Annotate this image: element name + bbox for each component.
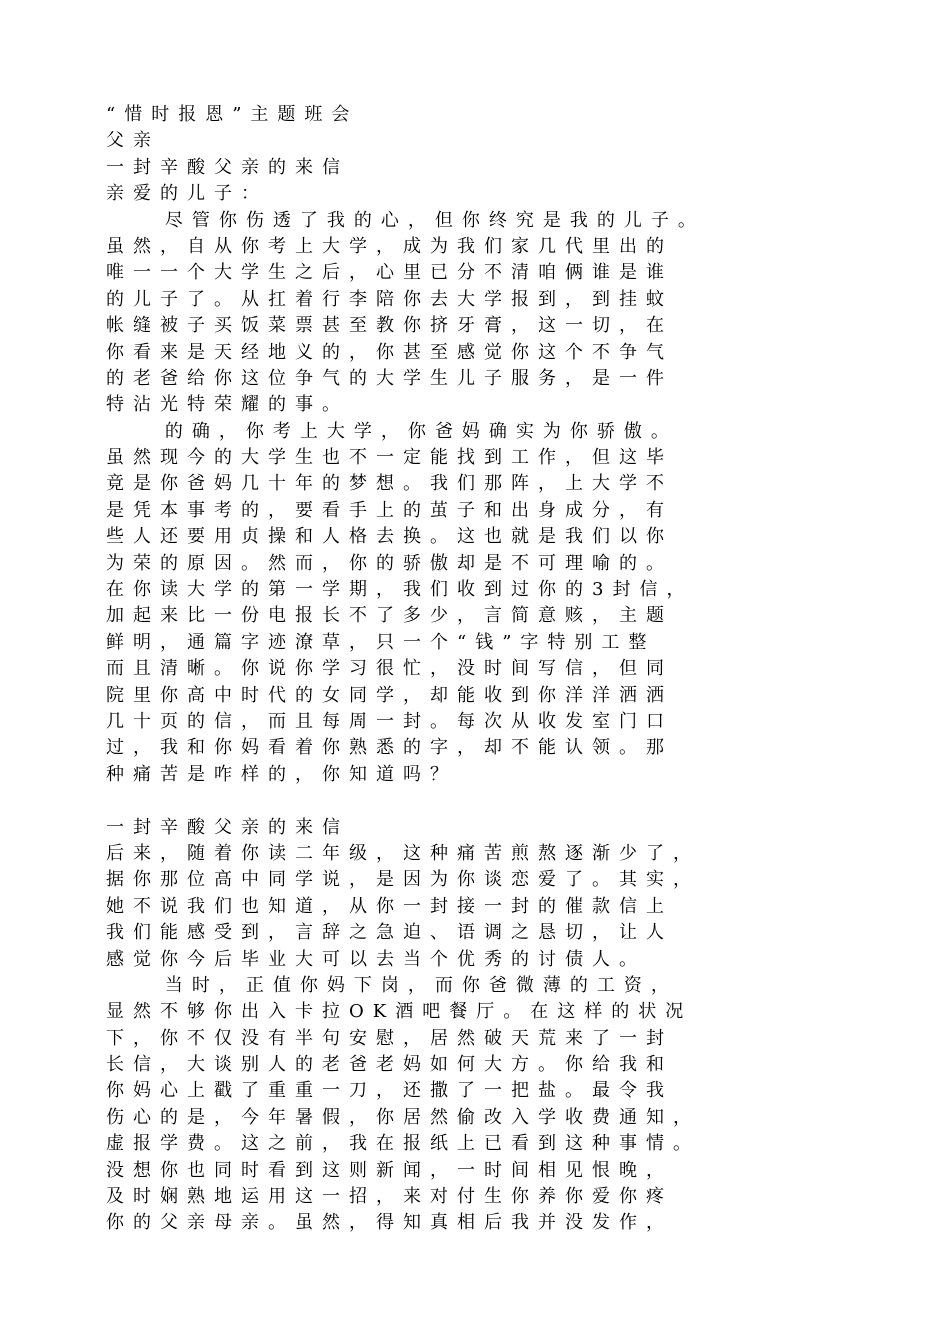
text-line: 唯一一个大学生之后，心里已分不清咱俩谁是谁 [106,262,673,284]
text-line: 加起来比一份电报长不了多少，言简意赅，主题 [106,605,673,627]
text-line: 特沾光特荣耀的事。 [106,394,349,416]
text-line: 父亲 [106,130,160,152]
text-line: 尽管你伤透了我的心，但你终究是我的儿子。 [106,209,705,231]
text-line: 显然不够你出入卡拉OK酒吧餐厅。在这样的状况 [106,1001,693,1023]
text-line: 些人还要用贞操和人格去换。这也就是我们以你 [106,526,673,548]
text-line: 下，你不仅没有半句安慰，居然破天荒来了一封 [106,1027,673,1049]
document-page [106,102,866,1237]
text-line [106,788,866,814]
text-line: 没想你也同时看到这则新闻，一时间相见恨晚， [106,1159,673,1181]
text-line: 为荣的原因。然而，你的骄傲却是不可理喻的。 [106,552,673,574]
text-line: 据你那位高中同学说，是因为你谈恋爱了。其实， [106,869,700,891]
text-line: 是凭本事考的，要看手上的茧子和出身成分，有 [106,499,673,521]
text-line: 竟是你爸妈几十年的梦想。我们那阵，上大学不 [106,473,673,495]
text-line: 她不说我们也知道，从你一封接一封的催款信上 [106,895,673,917]
text-line: 帐缝被子买饭菜票甚至教你挤牙膏，这一切，在 [106,315,673,337]
text-line: 长信，大谈别人的老爸老妈如何大方。你给我和 [106,1054,673,1076]
text-line: 我们能感受到，言辞之急迫、语调之恳切，让人 [106,922,673,944]
text-line: 感觉你今后毕业大可以去当个优秀的讨债人。 [106,948,646,970]
text-line: 虚报学费。这之前，我在报纸上已看到这种事情。 [106,1133,700,1155]
text-line: 虽然，自从你考上大学，成为我们家几代里出的 [106,235,673,257]
text-line: 一封辛酸父亲的来信 [106,816,349,838]
text-line: 过，我和你妈看着你熟悉的字，却不能认领。那 [106,737,673,759]
text-line: 你看来是天经地义的，你甚至感觉你这个不争气 [106,341,673,363]
text-line: 而且清晰。你说你学习很忙，没时间写信，但同 [106,658,673,680]
text-line: 的老爸给你这位争气的大学生儿子服务，是一件 [106,367,673,389]
document-title: “惜时报恩”主题班会 [106,104,359,125]
text-line: 种痛苦是咋样的，你知道吗？ [106,763,457,785]
text-line: 及时娴熟地运用这一招，来对付生你养你爱你疼 [106,1186,673,1208]
text-line: 你妈心上戳了重重一刀，还撒了一把盐。最令我 [106,1080,673,1102]
text-line: 的儿子了。从扛着行李陪你去大学报到，到挂蚊 [106,288,673,310]
text-line: 几十页的信，而且每周一封。每次从收发室门口 [106,710,673,732]
text-line: 当时，正值你妈下岗，而你爸微薄的工资， [106,974,678,996]
text-line: 一封辛酸父亲的来信 [106,156,349,178]
text-line: 亲爱的儿子： [106,183,268,205]
text-line: 在你读大学的第一学期，我们收到过你的3封信， [106,579,694,601]
text-line: 你的父亲母亲。虽然，得知真相后我并没发作， [106,1212,673,1234]
text-line: 鲜明，通篇字迹潦草，只一个“钱”字特别工整 [106,631,656,653]
text-line: 伤心的是，今年暑假，你居然偷改入学收费通知， [106,1106,700,1128]
text-line: 的确，你考上大学，你爸妈确实为你骄傲。 [106,420,678,442]
text-line: 院里你高中时代的女同学，却能收到你洋洋洒洒 [106,684,673,706]
text-line: 虽然现今的大学生也不一定能找到工作，但这毕 [106,447,673,469]
text-line: 后来，随着你读二年级，这种痛苦煎熬逐渐少了， [106,842,700,864]
